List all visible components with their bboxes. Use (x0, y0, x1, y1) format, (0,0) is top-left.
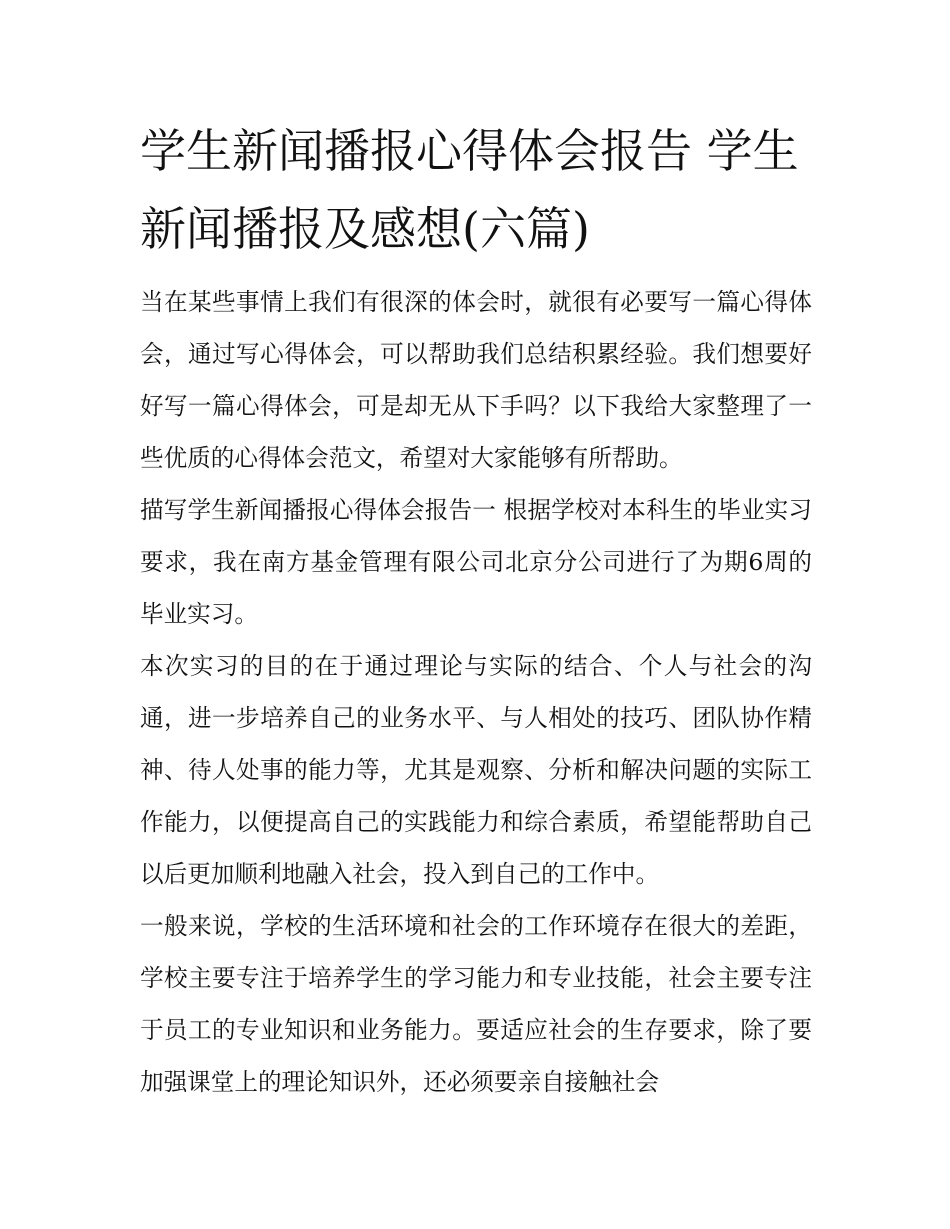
document-title: 学生新闻播报心得体会报告 学生新闻播报及感想(六篇) (140, 124, 799, 256)
paragraph-report-one: 描写学生新闻播报心得体会报告一 根据学校对本科生的毕业实习要求，我在南方基金管理有限公司北京分公司进行了为期6周的毕业实习。 (140, 496, 812, 628)
paragraph-environment: 一般来说，学校的生活环境和社会的工作环境存在很大的差距，学校主要专注于培养学生的学习能力和专业技能，社会主要专注于员工的专业知识和业务能力。要适应社会的生存要求，除了要加强课堂上的理论知识外，还必须要亲自接触社会 (140, 912, 812, 1096)
paragraph-purpose: 本次实习的目的在于通过理论与实际的结合、个人与社会的沟通，进一步培养自己的业务水平、与人相处的技巧、团队协作精神、待人处事的能力等，尤其是观察、分析和解决问题的实际工作能力，以便提高自己的实践能力和综合素质，希望能帮助自己以后更加顺利地融入社会，投入到自己的工作中。 (140, 652, 812, 888)
document-body (140, 276, 812, 1108)
paragraph-intro: 当在某些事情上我们有很深的体会时，就很有必要写一篇心得体会，通过写心得体会，可以帮助我们总结积累经验。我们想要好好写一篇心得体会，可是却无从下手吗？以下我给大家整理了一些优质的心得体会范文，希望对大家能够有所帮助。 (140, 288, 812, 472)
